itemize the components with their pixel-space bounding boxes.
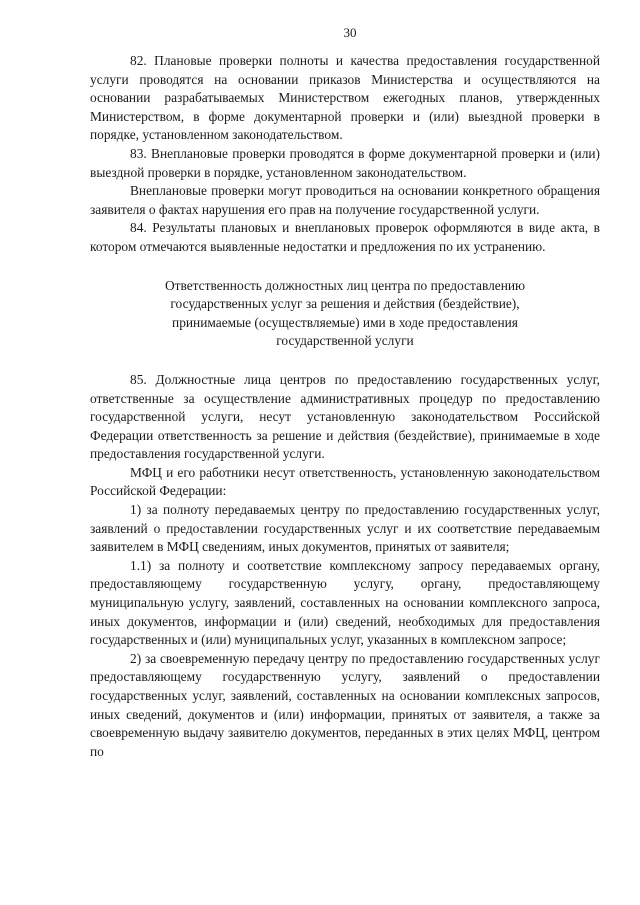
paragraph-mfc-responsibility: МФЦ и его работники несут ответственность, установленную законодательством Российской Федерации: (90, 464, 600, 499)
list-item-1-1: 1.1) за полноту и соответствие комплексному запросу передаваемых органу, предоставляющему государственную услугу, органу, предоставляющему муниципальную услугу, заявлений, составленных на основании комплексного запроса, иных документов, информации и (или) сведений, необходимых для предоставления государственных и (или) муниципальных услуг, указанных в комплексном запросе; (90, 557, 600, 648)
page-number: 30 (343, 25, 357, 40)
section-heading-line: принимаемые (осуществляемые) ими в ходе предоставления (172, 314, 518, 330)
section-heading-line: государственных услуг за решения и действия (бездействие), (170, 296, 520, 312)
paragraphs-bottom (90, 371, 600, 761)
paragraph-unscheduled-inspections: Внеплановые проверки могут проводиться на основании конкретного обращения заявителя о фактах нарушения его прав на получение государственной услуги. (90, 183, 600, 217)
section-heading-line: государственной услуги (276, 333, 414, 349)
list-item-2: 2) за своевременную передачу центру по предоставлению государственных услуг предоставляющему государственную услугу, заявлений о предоставлении государственных услуг, заявлений, составленных на основании комплексных запросов, иных сведений, документов и (или) информации, принятых от заявителя, а также за своевременную выдачу заявителю документов, переданных в этих целях МФЦ, центром по (90, 650, 600, 759)
paragraph-83: 83. Внеплановые проверки проводятся в форме документарной проверки и (или) выездной проверки в порядке, установленном законодательством. (90, 145, 600, 180)
paragraphs-top (90, 52, 600, 257)
section-heading (90, 277, 600, 351)
section-heading-line: Ответственность должностных лиц центра по предоставлению (164, 277, 526, 293)
list-item-1: 1) за полноту передаваемых центру по предоставлению государственных услуг, заявлений о предоставлении государственных услуг и их соответствие передаваемым заявителем в МФЦ сведениям, иных документов, принятых от заявителя; (90, 502, 600, 555)
paragraph-82: 82. Плановые проверки полноты и качества предоставления государственной услуги проводятся на основании приказов Министерства и осуществляются на основании разрабатываемых Министерством ежегодных планов, утвержденных Министерством, в форме документарной проверки и (или) выездной проверки в порядке, установленном законодательством. (90, 53, 600, 143)
paragraph-84: 84. Результаты плановых и внеплановых проверок оформляются в виде акта, в котором отмечаются выявленные недостатки и предложения по их устранению. (90, 220, 600, 254)
paragraph-85: 85. Должностные лица центров по предоставлению государственных услуг, ответственные за осуществление административных процедур по предоставлению государственной услуги, несут установленную законодательством Российской Федерации ответственность за решение и действия (бездействие), принимаемые в ходе предоставления государственной услуги. (90, 371, 600, 462)
